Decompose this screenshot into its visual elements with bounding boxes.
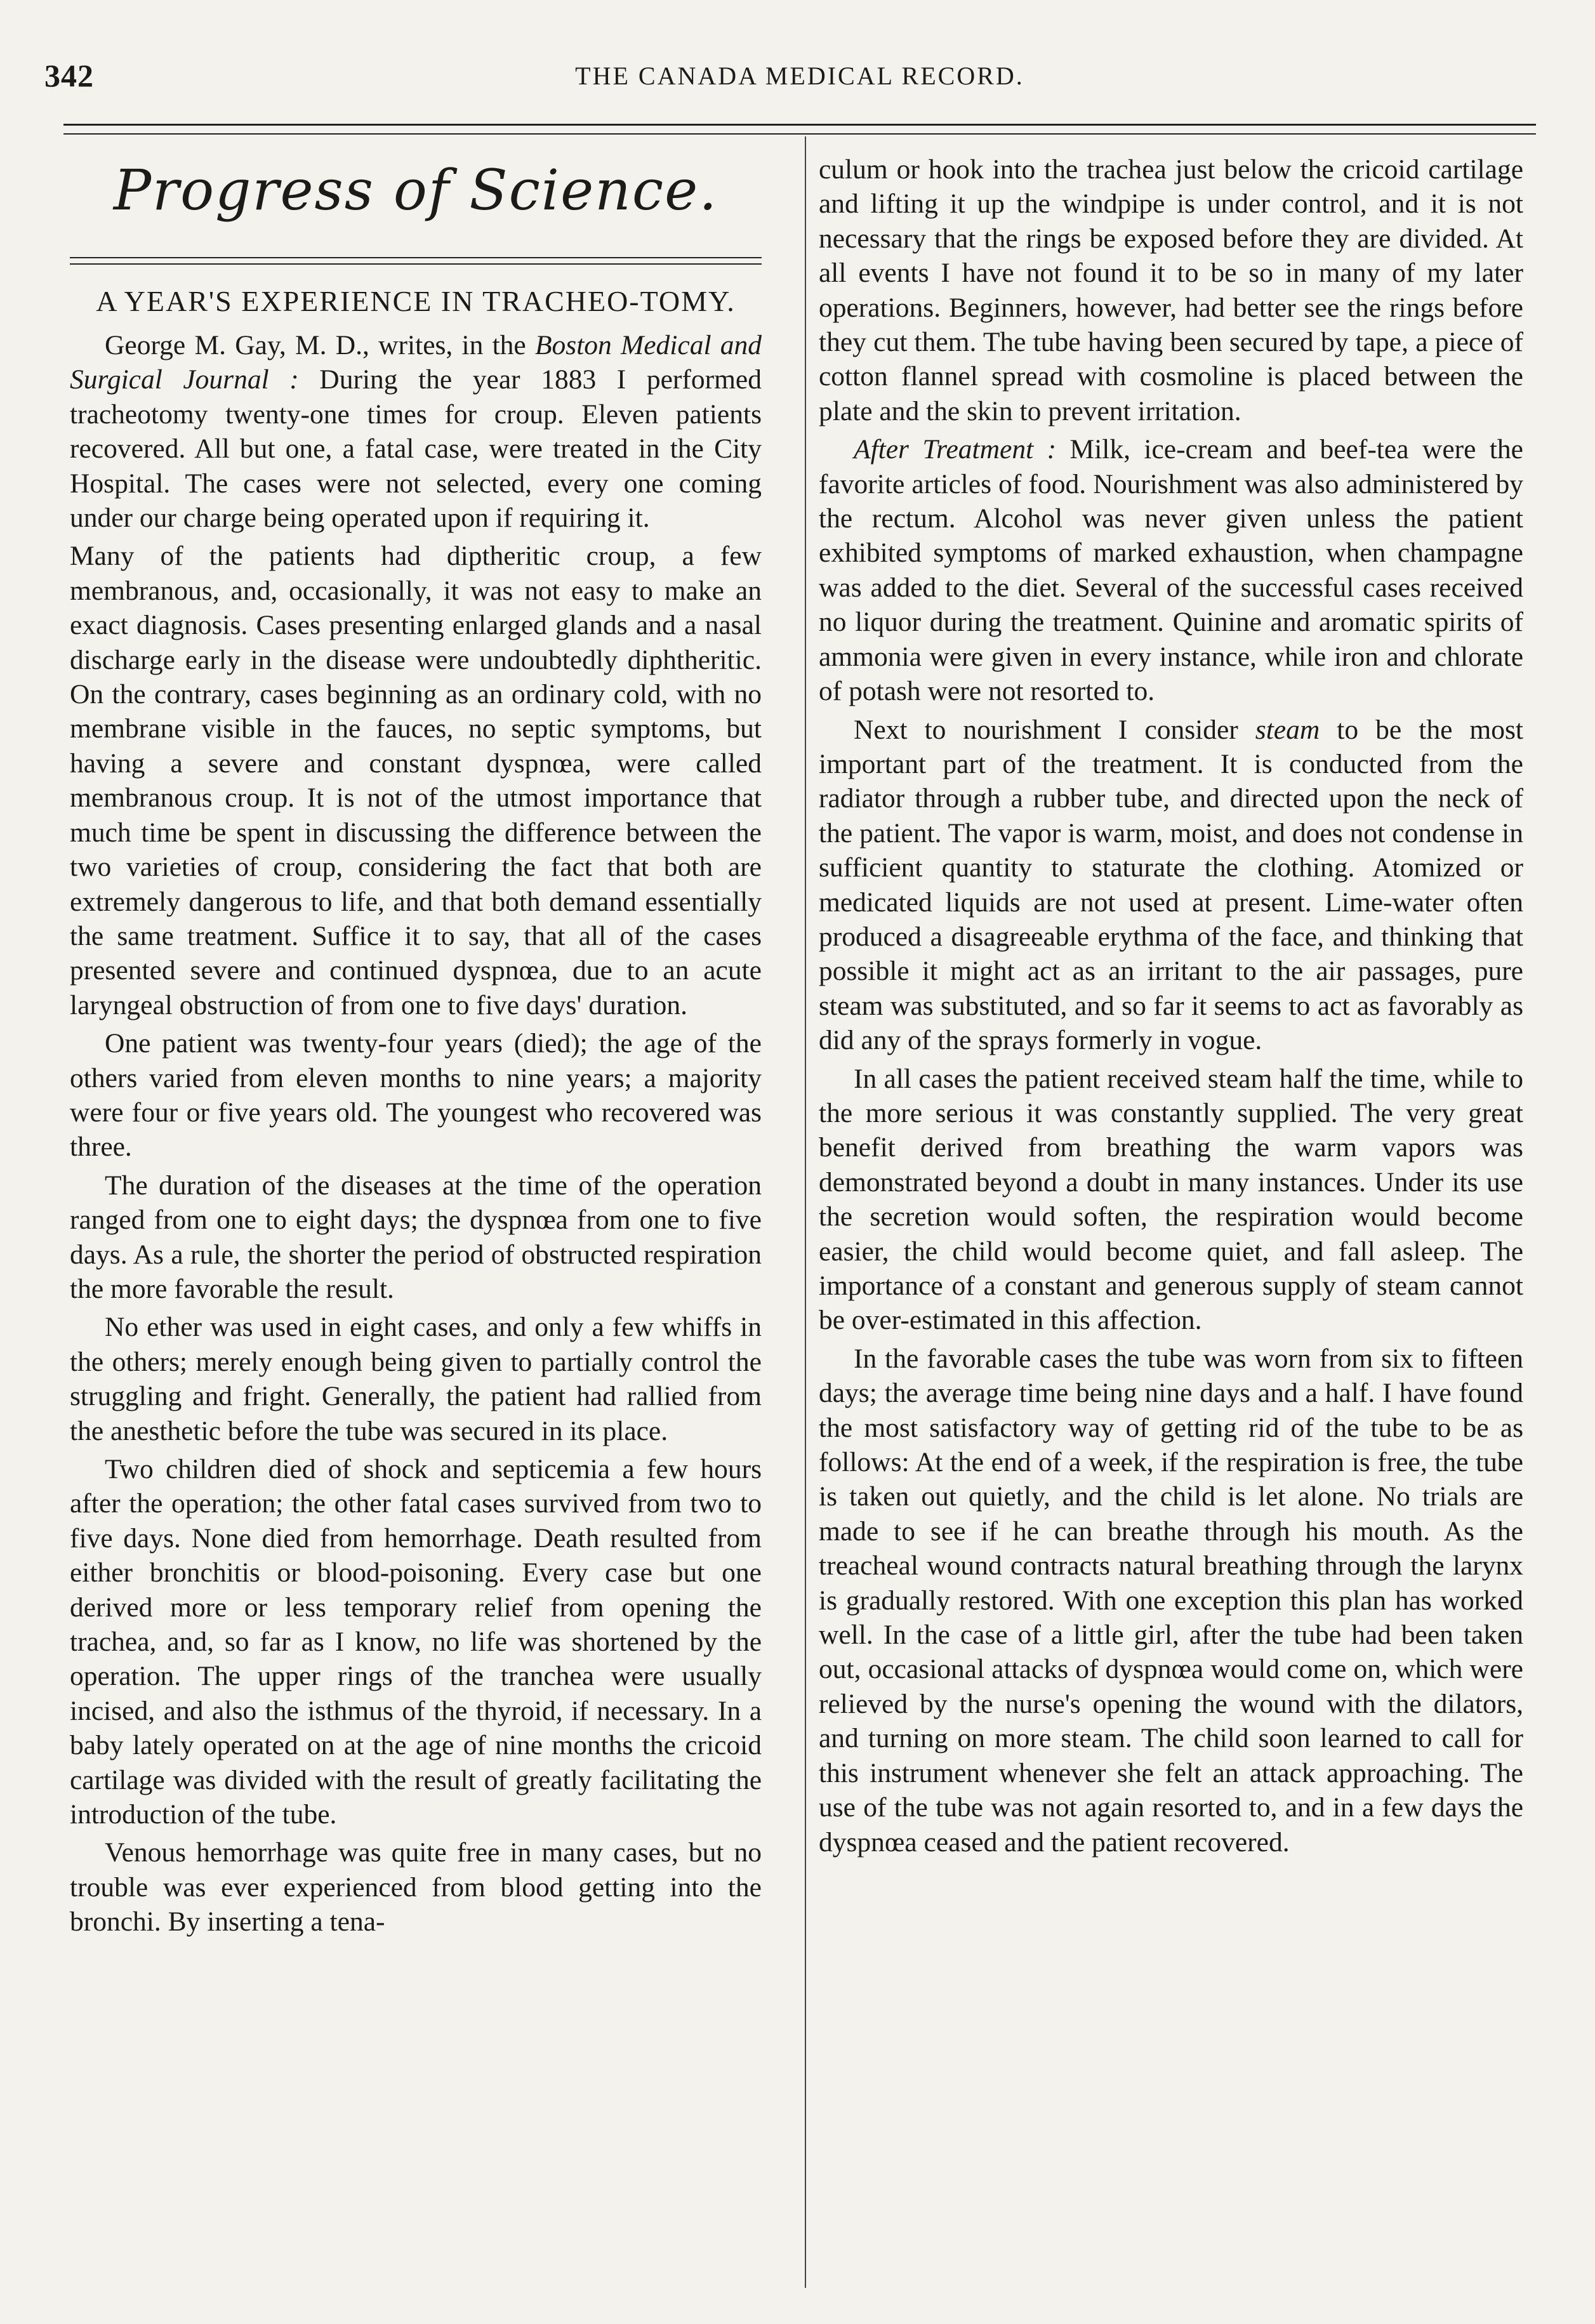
paragraph: George M. Gay, M. D., writes, in the Boston Medical and Surgical Journal : During the year 1883 I performed tracheotomy twenty-one times for croup. Eleven patients recovered. All but one, a fatal case, were treated in the City Hospital. The cases were not selected, every one coming under our charge being operated upon if requiring it. — [70, 330, 762, 534]
paragraph: Two children died of shock and septicemia a few hours after the operation; the other fatal cases survived from two to five days. None died from hemorrhage. Death resulted from either bronchitis or blood-poisoning. Every case but one derived more or less temporary relief from opening the trachea, and, so far as I know, no life was shortened by the operation. The upper rings of the tranchea were usually incised, and also the isthmus of the thyroid, if necessary. In a baby lately operated on at the age of nine months the cricoid cartilage was divided with the result of greatly facilitating the introduction of the tube. — [70, 1454, 762, 1830]
header-rule — [63, 124, 1536, 135]
paragraph: In the favorable cases the tube was worn from six to fifteen days; the average time being nine days and a half. I have found the most satisfactory way of getting rid of the tube to be as follows: At the end of a week, if the respiration is free, the tube is taken out quietly, and the child is let alone. No trials are made to see if he can breathe through his mouth. As the treacheal wound contracts natural breathing through the larynx is gradually restored. With one exception this plan has worked well. In the case of a little girl, after the tube had been taken out, occasional attacks of dyspnœa would come on, which were relieved by the nurse's opening the wound with the dilators, and turning on more steam. The child soon learned to call for this instrument whenever she felt an attack approaching. The use of the tube was not again resorted to, and in a few days the dyspnœa ceased and the patient recovered. — [819, 1343, 1523, 1858]
section-rule — [70, 257, 762, 265]
page-number: 342 — [44, 58, 94, 93]
paragraph: After Treatment : Milk, ice-cream and beef-tea were the favorite articles of food. Nourishment was also administered by the rectum. Alcohol was never given unless the patient exhibited symptoms of marked exhaustion, when champagne was added to the diet. Several of the successful cases received no liquor during the treatment. Quinine and aromatic spirits of ammonia were given in every instance, while iron and chlorate of potash were not resorted to. — [819, 434, 1523, 707]
left-column — [70, 149, 762, 1939]
paragraph: culum or hook into the trachea just below the cricoid cartilage and lifting it up the windpipe is under control, and it is not necessary that the rings be exposed before they are divided. At all events I have not found it to be so in many of my later operations. Beginners, however, had better see the rings before they cut them. The tube having been secured by tape, a piece of cotton flannel spread with cosmoline is placed between the plate and the skin to prevent irritation. — [819, 154, 1523, 426]
emphasis: steam — [1255, 714, 1320, 745]
journal-title: THE CANADA MEDICAL RECORD. — [575, 62, 1024, 90]
paragraph: Next to nourishment I consider steam to be the most important part of the treatment. It is conducted from the radiator through a rubber tube, and directed upon the neck of the patient. The vapor is warm, moist, and does not condense in sufficient quantity to staturate the clothing. Atomized or medicated liquids are not used at present. Lime-water often produced a disagreeable erythma of the face, and thinking that possible it might act as an irritant to the air passages, pure steam was substituted, and so far it seems to act as favorably as did any of the sprays formerly in vogue. — [819, 714, 1523, 1056]
paragraph: Venous hemorrhage was quite free in many cases, but no trouble was ever experienced from blood getting into the bronchi. By inserting a tena- — [70, 1837, 762, 1938]
section-heading: Progress of Science. — [113, 157, 718, 223]
paragraph: In all cases the patient received steam half the time, while to the more serious it was constantly supplied. The very great benefit derived from breathing the warm vapors was demonstrated beyond a doubt in many instances. Under its use the secretion would soften, the respiration would become easier, the child would become quiet, and fall asleep. The importance of a constant and generous supply of steam cannot be over-estimated in this affection. — [819, 1063, 1523, 1336]
journal-citation: Boston Medical and Surgical Journal : — [70, 330, 762, 395]
subheading: After Treatment : — [854, 434, 1057, 465]
paragraph: Many of the patients had diptheritic croup, a few membranous, and, occasionally, it was not easy to make an exact diagnosis. Cases presenting enlarged glands and a nasal discharge early in the disease were undoubtedly diphtheritic. On the contrary, cases beginning as an ordinary cold, with no membrane visible in the fauces, no septic symptoms, but having a severe and constant dyspnœa, were called membranous croup. It is not of the utmost importance that much time be spent in discussing the difference between the two varieties of croup, considering the fact that both are extremely dangerous to life, and that both demand essentially the same treatment. Suffice it to say, that all of the cases presented severe and continued dyspnœa, due to an acute laryngeal obstruction of from one to five days' duration. — [70, 541, 762, 1020]
article-title: A YEAR'S EXPERIENCE IN TRACHEO-TOMY. — [96, 285, 736, 317]
paragraph: The duration of the diseases at the time of the operation ranged from one to eight days; the dyspnœa from one to five days. As a rule, the shorter the period of obstructed respiration the more favorable the result. — [70, 1170, 762, 1304]
paragraph: No ether was used in eight cases, and only a few whiffs in the others; merely enough being given to partially control the struggling and fright. Generally, the patient had rallied from the anesthetic before the tube was secured in its place. — [70, 1312, 762, 1446]
paragraph: One patient was twenty-four years (died); the age of the others varied from eleven months to nine years; a majority were four or five years old. The youngest who recovered was three. — [70, 1028, 762, 1163]
column-divider — [805, 136, 806, 2288]
right-column — [819, 152, 1523, 1859]
running-header — [44, 57, 1555, 102]
